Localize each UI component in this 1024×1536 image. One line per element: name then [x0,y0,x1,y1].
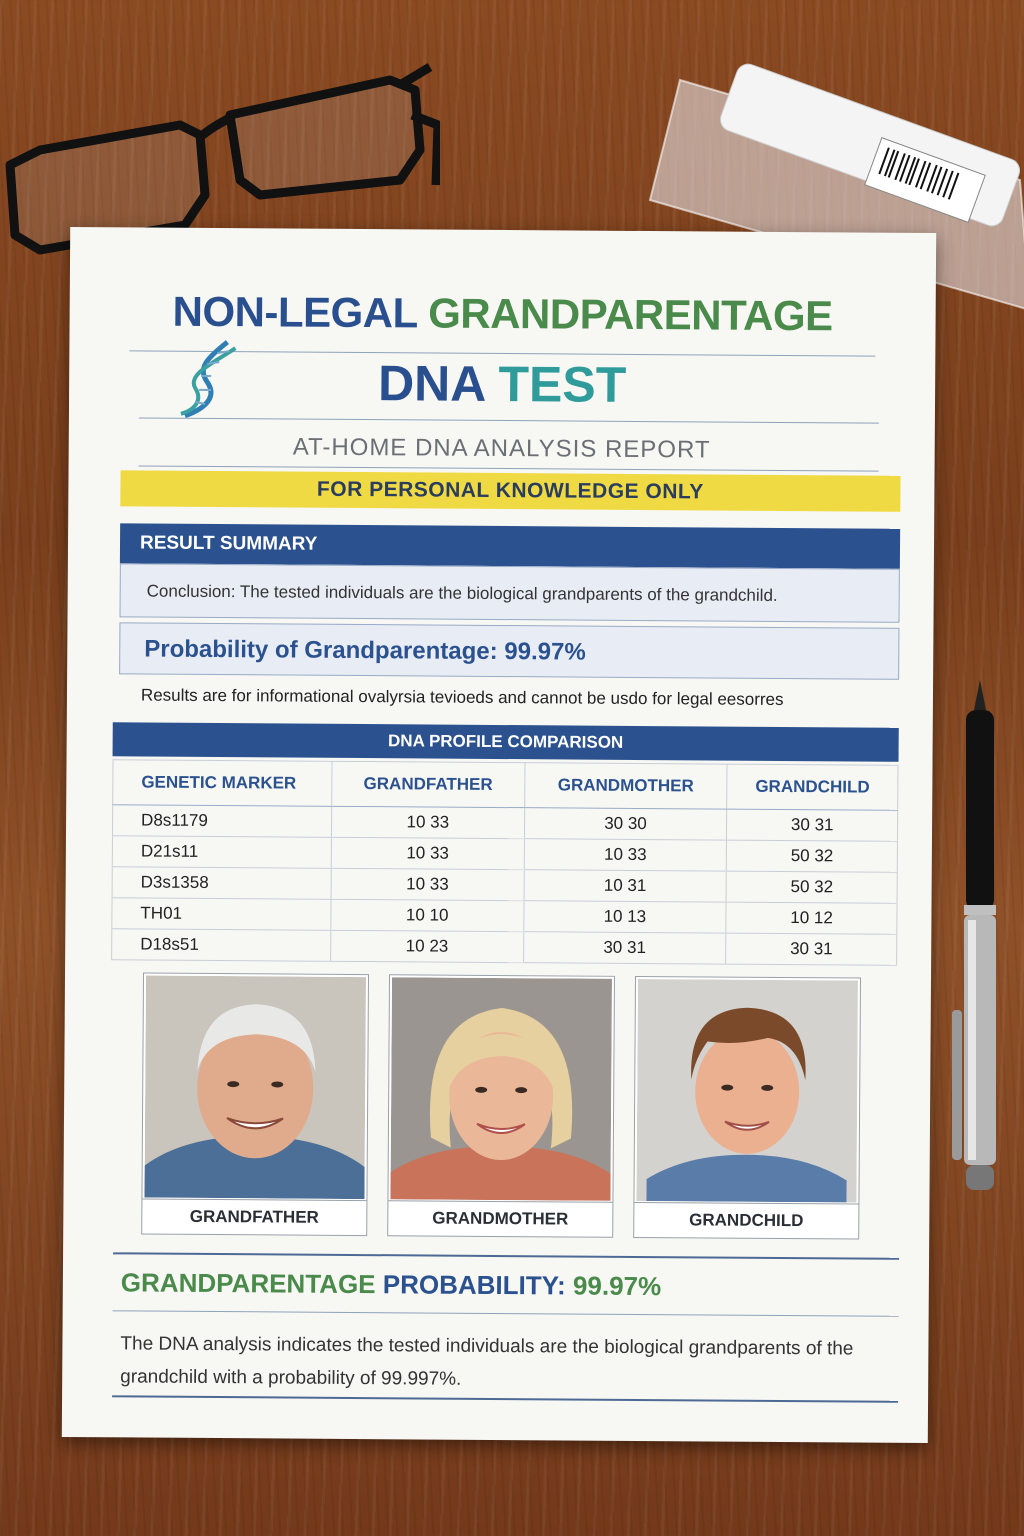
grandchild-alleles: 10 12 [726,902,897,934]
grandmother-alleles: 30 30 [524,808,727,840]
title-word-grandparentage: GRANDPARENTAGE [428,289,833,340]
grandmother-portrait [390,977,612,1201]
grandfather-alleles: 10 33 [331,837,524,869]
final-conclusion-text: The DNA analysis indicates the tested individuals are the biological grandparents of the grandchild with a probability of 99.997%. [120,1333,854,1390]
marker-cell: D18s51 [112,929,331,962]
grandchild-photo-card [633,976,861,1240]
col-genetic-marker: GENETIC MARKER [113,760,332,807]
report-title-line1 [69,287,935,341]
grandmother-photo-card [387,974,615,1238]
grandparentage-probability [121,1267,881,1303]
grandmother-alleles: 30 31 [523,932,726,964]
grandchild-label: GRANDCHILD [634,1202,858,1239]
dna-comparison-table [111,759,898,965]
prob-value: 99.97% [572,1270,662,1302]
result-conclusion: Conclusion: The tested individuals are the biological grandparents of the grandchild. [120,563,900,622]
marker-cell: D8s1179 [112,805,331,838]
final-divider-top [113,1252,899,1259]
grandmother-alleles: 10 33 [524,839,727,871]
grandchild-alleles: 50 32 [726,871,897,903]
report-subtitle: AT-HOME DNA ANALYSIS REPORT [292,433,711,464]
col-grandfather: GRANDFATHER [332,761,525,807]
grandfather-portrait [144,976,366,1200]
grandfather-alleles: 10 10 [331,899,524,931]
legal-disclaimer: Results are for informational ovalyrsia tevioeds and cannot be usdo for legal eesorres [140,685,784,709]
report-title-line2 [69,352,935,416]
marker-cell: D21s11 [112,836,331,869]
result-summary-heading: RESULT SUMMARY [120,523,900,568]
table-header-row [113,760,898,810]
grandfather-alleles: 10 33 [331,868,524,900]
col-grandmother: GRANDMOTHER [524,763,727,809]
grandmother-alleles: 10 31 [524,870,727,902]
final-divider-mid [113,1310,899,1316]
grandfather-alleles: 10 33 [331,806,524,838]
prob-label-probability: PROBABILITY: [382,1269,566,1301]
prob-label-grandparentage: GRANDPARENTAGE [120,1267,376,1300]
marker-cell: TH01 [112,898,331,931]
grandchild-alleles: 50 32 [727,840,898,872]
result-probability: Probability of Grandparentage: 99.97% [119,622,899,679]
dna-comparison-heading: DNA PROFILE COMPARISON [113,722,899,761]
marker-cell: D3s1358 [112,867,331,900]
pen-icon [940,680,1020,1200]
subtitle-divider-top [139,417,879,423]
grandmother-alleles: 10 13 [523,901,726,933]
grandfather-label: GRANDFATHER [142,1199,366,1236]
grandfather-photo-card [141,973,369,1237]
grandchild-alleles: 30 31 [727,809,898,841]
table-row [112,929,897,965]
personal-use-banner: FOR PERSONAL KNOWLEDGE ONLY [120,470,900,511]
grandfather-alleles: 10 23 [331,930,524,962]
grandchild-portrait [636,979,858,1203]
title-word-dna: DNA [377,355,485,412]
grandmother-label: GRANDMOTHER [388,1200,612,1237]
col-grandchild: GRANDCHILD [727,764,898,810]
dna-report-sheet [62,227,936,1443]
title-word-nonlegal: NON-LEGAL [172,287,418,337]
title-word-test: TEST [498,355,627,413]
grandchild-alleles: 30 31 [726,933,897,965]
